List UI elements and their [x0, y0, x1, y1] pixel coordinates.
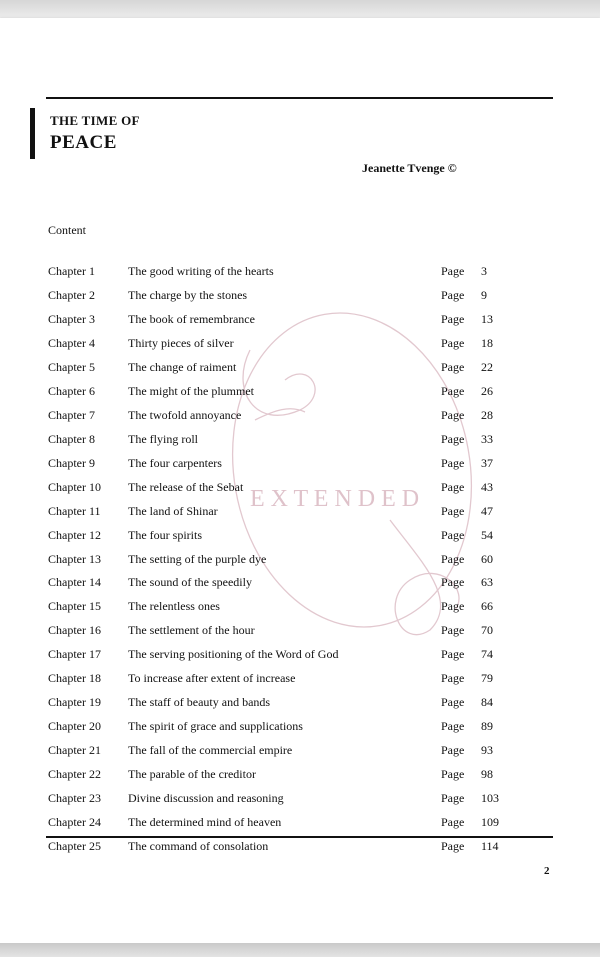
toc-page-number: 63 [481, 575, 493, 590]
toc-page-number: 47 [481, 503, 493, 518]
toc-page-label: Page [441, 287, 465, 302]
toc-row [0, 575, 600, 599]
bottom-rule [46, 836, 553, 838]
toc-page-number: 9 [481, 287, 487, 302]
toc-row [0, 408, 600, 432]
toc-page-number: 13 [481, 311, 493, 326]
toc-page-label: Page [441, 431, 465, 446]
toc-row [0, 743, 600, 767]
toc-row [0, 647, 600, 671]
toc-page-number: 103 [481, 791, 499, 806]
toc-title: The command of consolation [128, 839, 269, 854]
toc-chapter: Chapter 17 [48, 647, 101, 662]
toc-page-number: 37 [481, 455, 493, 470]
toc-title: The relentless ones [128, 599, 220, 614]
toc-page-label: Page [441, 719, 465, 734]
toc-page-number: 60 [481, 551, 493, 566]
toc-title: The twofold annoyance [128, 407, 242, 422]
toc-title: The settlement of the hour [128, 623, 255, 638]
toc-page-number: 84 [481, 695, 493, 710]
toc-page-label: Page [441, 743, 465, 758]
toc-page-label: Page [441, 407, 465, 422]
toc-chapter: Chapter 16 [48, 623, 101, 638]
toc-page-label: Page [441, 311, 465, 326]
toc-page-number: 3 [481, 264, 487, 278]
toc-row [0, 264, 600, 288]
toc-page-label: Page [441, 767, 465, 782]
toc-page-number: 93 [481, 743, 493, 758]
toc-title: The release of the Sebat [128, 479, 244, 494]
toc-page-number: 43 [481, 479, 493, 494]
toc-title: The charge by the stones [128, 287, 248, 302]
toc-chapter: Chapter 21 [48, 743, 101, 758]
toc-chapter: Chapter 19 [48, 695, 101, 710]
toc-page-label: Page [441, 695, 465, 710]
toc-title: The sound of the speedily [128, 575, 252, 590]
toc-page-label: Page [441, 839, 465, 854]
toc-page-label: Page [441, 264, 465, 278]
toc-page-label: Page [441, 359, 465, 374]
toc-chapter: Chapter 12 [48, 527, 101, 542]
toc-row [0, 456, 600, 480]
toc-chapter: Chapter 13 [48, 551, 101, 566]
top-rule [46, 97, 553, 99]
toc-page-label: Page [441, 815, 465, 830]
toc-title: Thirty pieces of silver [128, 335, 234, 350]
toc-page-label: Page [441, 791, 465, 806]
toc-page-number: 18 [481, 335, 493, 350]
toc-chapter: Chapter 25 [48, 839, 101, 854]
toc-page-number: 70 [481, 623, 493, 638]
toc-page-label: Page [441, 671, 465, 686]
toc-row [0, 312, 600, 336]
toc-page-label: Page [441, 383, 465, 398]
toc-title: To increase after extent of increase [128, 671, 296, 686]
title-line-1: THE TIME OF [50, 113, 140, 128]
title-accent-bar [30, 108, 35, 159]
toc-page-number: 89 [481, 719, 493, 734]
toc-title: The staff of beauty and bands [128, 695, 271, 710]
toc-title: The four carpenters [128, 455, 222, 470]
toc-chapter: Chapter 7 [48, 407, 95, 422]
toc-page-label: Page [441, 575, 465, 590]
toc-title: The serving positioning of the Word of God [128, 647, 339, 662]
viewer-top-bar [0, 0, 600, 18]
toc-page-number: 54 [481, 527, 493, 542]
toc-page-label: Page [441, 551, 465, 566]
toc-page-number: 79 [481, 671, 493, 686]
toc-chapter: Chapter 2 [48, 287, 95, 302]
toc-page-number: 74 [481, 647, 493, 662]
toc-chapter: Chapter 6 [48, 383, 95, 398]
toc-row [0, 599, 600, 623]
toc-row [0, 552, 600, 576]
content-label: Content [48, 223, 86, 237]
toc-chapter: Chapter 5 [48, 359, 95, 374]
toc-title: The might of the plummet [128, 383, 254, 398]
toc-page-label: Page [441, 335, 465, 350]
toc-row [0, 480, 600, 504]
toc-row [0, 767, 600, 791]
toc-chapter: Chapter 24 [48, 815, 101, 830]
toc-row [0, 719, 600, 743]
toc-chapter: Chapter 23 [48, 791, 101, 806]
toc-page-number: 66 [481, 599, 493, 614]
toc-title: The flying roll [128, 431, 198, 446]
toc-page-number: 33 [481, 431, 493, 446]
toc-page-number: 26 [481, 383, 493, 398]
toc-page-label: Page [441, 503, 465, 518]
toc-page-label: Page [441, 479, 465, 494]
toc-row [0, 695, 600, 719]
toc-page-number: 109 [481, 815, 499, 830]
toc-chapter: Chapter 3 [48, 311, 95, 326]
toc-page-label: Page [441, 623, 465, 638]
toc-row [0, 623, 600, 647]
toc-title: The change of raiment [128, 359, 237, 374]
toc-page-label: Page [441, 455, 465, 470]
toc-row [0, 384, 600, 408]
toc-title: The land of Shinar [128, 503, 218, 518]
toc-page-number: 28 [481, 407, 493, 422]
toc-row [0, 432, 600, 456]
toc-page-number: 98 [481, 767, 493, 782]
toc-chapter: Chapter 11 [48, 503, 101, 518]
toc-row [0, 528, 600, 552]
title-line-2: PEACE [50, 132, 117, 153]
toc-chapter: Chapter 22 [48, 767, 101, 782]
toc-row [0, 504, 600, 528]
toc-row [0, 336, 600, 360]
page-number: 2 [544, 865, 550, 877]
watermark-text: E X T E N D E D [250, 486, 420, 512]
toc-row [0, 288, 600, 312]
toc-row [0, 360, 600, 384]
author-credit: Jeanette Tvenge © [362, 161, 457, 175]
toc-title: The spirit of grace and supplications [128, 719, 303, 734]
viewer-bottom-bar [0, 943, 600, 957]
toc-chapter: Chapter 20 [48, 719, 101, 734]
toc-chapter: Chapter 1 [48, 264, 95, 278]
toc-title: The setting of the purple dye [128, 551, 267, 566]
toc-chapter: Chapter 14 [48, 575, 101, 590]
toc-page-number: 22 [481, 359, 493, 374]
toc-chapter: Chapter 10 [48, 479, 101, 494]
toc-chapter: Chapter 18 [48, 671, 101, 686]
toc-row [0, 839, 600, 863]
toc-title: The four spirits [128, 527, 202, 542]
toc-page-label: Page [441, 527, 465, 542]
toc-row [0, 791, 600, 815]
toc-title: The fall of the commercial empire [128, 743, 293, 758]
toc-chapter: Chapter 15 [48, 599, 101, 614]
toc-page-label: Page [441, 599, 465, 614]
toc-chapter: Chapter 8 [48, 431, 95, 446]
toc-title: The parable of the creditor [128, 767, 256, 782]
toc-title: The good writing of the hearts [128, 264, 274, 278]
toc-row [0, 671, 600, 695]
toc-page-number: 114 [481, 839, 499, 854]
toc-chapter: Chapter 9 [48, 455, 95, 470]
toc-title: The determined mind of heaven [128, 815, 282, 830]
toc-page-label: Page [441, 647, 465, 662]
toc-title: The book of remembrance [128, 311, 255, 326]
toc-chapter: Chapter 4 [48, 335, 95, 350]
toc-title: Divine discussion and reasoning [128, 791, 284, 806]
